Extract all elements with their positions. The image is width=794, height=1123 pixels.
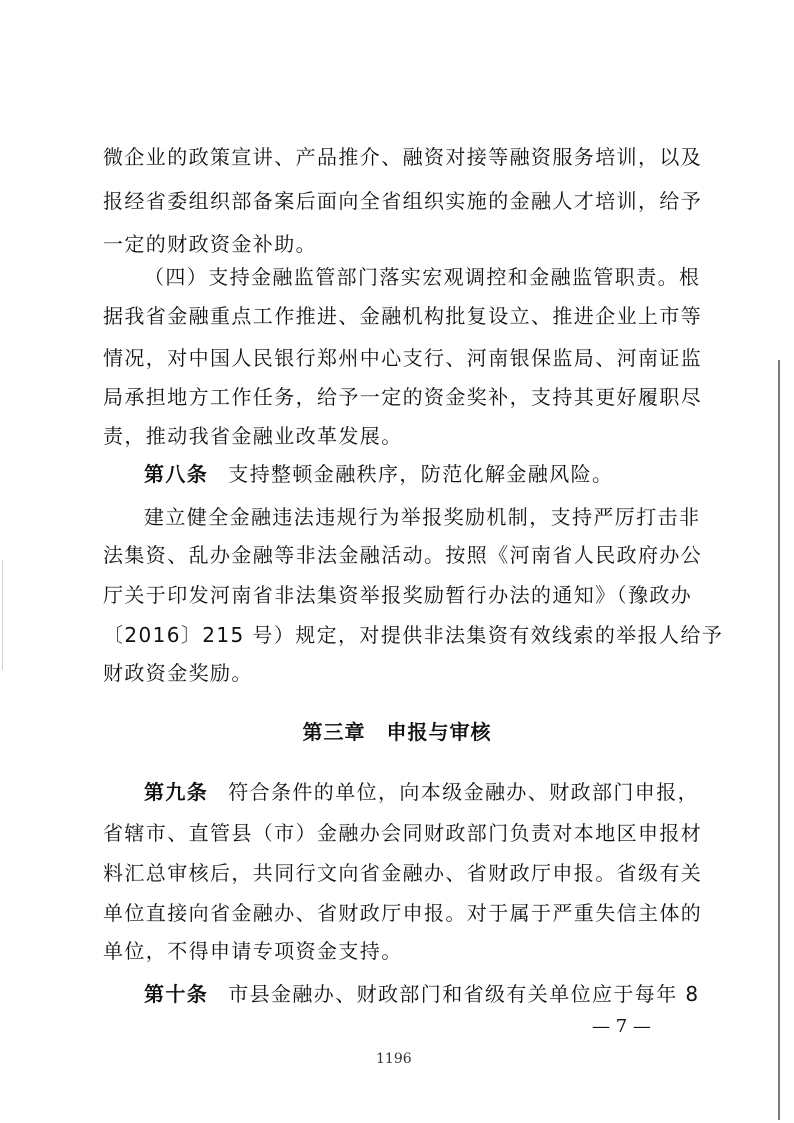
- text-line: 报经省委组织部备案后面向全省组织实施的金融人才培训，给予: [103, 189, 703, 213]
- text-line: 据我省金融重点工作推进、金融机构批复设立、推进企业上市等: [103, 304, 703, 328]
- scan-edge-line: [778, 360, 780, 1120]
- text-line: 建立健全金融违法违规行为举报奖励机制，支持严厉打击非: [144, 505, 701, 529]
- text-line: 一定的财政资金补助。: [103, 232, 317, 256]
- stamp-number: 1196: [376, 1051, 412, 1067]
- article-8-text: 支持整顿金融秩序，防范化解金融风险。: [228, 462, 614, 486]
- article-10-paragraph: [144, 980, 744, 1008]
- text-line: 财政资金奖励。: [103, 661, 253, 685]
- text-line: 单位直接向省金融办、省财政厅申报。对于属于严重失信主体的: [103, 901, 703, 925]
- text-line: 微企业的政策宣讲、产品推介、融资对接等融资服务培训，以及: [103, 145, 703, 169]
- scan-edge-line: [2, 560, 3, 670]
- text-line: 单位，不得申请专项资金支持。: [103, 939, 403, 963]
- text-line: （四）支持金融监管部门落实宏观调控和金融监管职责。根: [144, 265, 701, 289]
- article-9-label: 第九条: [144, 780, 209, 804]
- article-8-label: 第八条: [144, 462, 209, 486]
- text-line: 局承担地方工作任务，给予一定的资金奖补，支持其更好履职尽: [103, 385, 703, 409]
- text-line: 〔2016〕215 号）规定，对提供非法集资有效线索的举报人给予: [103, 623, 724, 647]
- page-number: — 7 —: [592, 1016, 651, 1037]
- text-line: 料汇总审核后，共同行文向省金融办、省财政厅申报。省级有关: [103, 861, 703, 885]
- article-9-paragraph: [144, 778, 744, 806]
- text-line: 法集资、乱办金融等非法金融活动。按照《河南省人民政府办公: [103, 543, 703, 567]
- text-line: 厅关于印发河南省非法集资举报奖励暂行办法的通知》（豫政办: [103, 583, 693, 607]
- text-line: 省辖市、直管县（市）金融办会同财政部门负责对本地区申报材: [103, 821, 703, 845]
- text-line: 责，推动我省金融业改革发展。: [103, 424, 403, 448]
- article-8-paragraph: [144, 460, 744, 488]
- article-9-text: 符合条件的单位，向本级金融办、财政部门申报，: [228, 780, 700, 804]
- text-line: 情况，对中国人民银行郑州中心支行、河南银保监局、河南证监: [103, 346, 703, 370]
- chapter-heading: 第三章 申报与审核: [302, 720, 492, 744]
- article-10-text: 市县金融办、财政部门和省级有关单位应于每年 8: [228, 982, 700, 1006]
- article-10-label: 第十条: [144, 982, 209, 1006]
